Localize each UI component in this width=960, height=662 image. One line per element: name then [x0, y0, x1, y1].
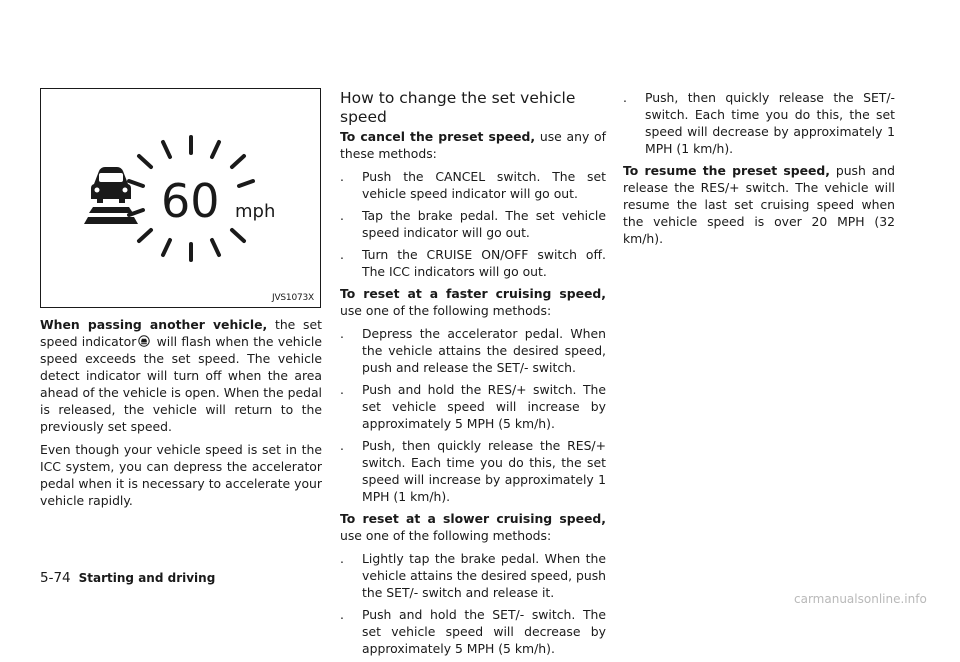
- cancel-intro: [340, 128, 606, 162]
- list-item: [340, 437, 606, 505]
- faster-intro: [340, 285, 606, 319]
- section-heading: How to change the set vehicle speed: [340, 89, 576, 126]
- cancel-lead: To cancel the preset speed,: [340, 129, 536, 144]
- accelerate-paragraph: Even though your vehicle speed is set in the ICC system, you can depress the accelerator pedal when it is necessary to accelerate your vehicle rapidly.: [40, 442, 322, 508]
- cancel-rest: use any of these methods:: [340, 129, 606, 161]
- column-3-body: [623, 89, 895, 253]
- bullet: .: [340, 247, 344, 262]
- flash-ray: [139, 230, 151, 241]
- list-item-text: Push and hold the RES/+ switch. The set vehicle speed will increase by approximately 5 MPH (5 km/h).: [362, 382, 606, 431]
- passing-text-a: the set speed indicator: [40, 317, 322, 349]
- flash-ray: [212, 142, 219, 157]
- list-item: [340, 606, 606, 657]
- speed-indicator-illustration: [41, 89, 322, 309]
- vehicle-speed-indicator-icon: [138, 335, 150, 347]
- flash-ray: [212, 240, 219, 255]
- list-item-text: Push the CANCEL switch. The set vehicle speed indicator will go out.: [362, 169, 606, 201]
- list-item: [340, 207, 606, 241]
- list-item: [340, 325, 606, 376]
- list-item-text: Tap the brake pedal. The set vehicle speed indicator will go out.: [362, 208, 606, 240]
- watermark: carmanualsonline.info: [794, 592, 927, 606]
- resume-paragraph: [623, 162, 895, 247]
- passing-text-b: will flash when the vehicle speed exceeds the set speed. The vehicle detect indicator will turn off when the area ahead of the vehicle is open. When the pedal is released, the vehicle will return to the previously set speed.: [40, 334, 322, 434]
- column-2-heading-wrap: [340, 89, 606, 133]
- bullet: .: [340, 169, 344, 184]
- speed-unit: mph: [235, 201, 276, 222]
- bullet: .: [340, 438, 344, 453]
- flash-ray: [139, 156, 151, 167]
- flash-ray: [163, 240, 170, 255]
- set-speed-value: 60: [161, 174, 220, 228]
- slower-intro: [340, 510, 606, 544]
- section-title: Starting and driving: [78, 571, 216, 585]
- slower-list-continued: [623, 89, 895, 157]
- list-item: [340, 168, 606, 202]
- slower-rest: use one of the following methods:: [340, 528, 552, 543]
- flash-ray: [232, 230, 244, 241]
- passing-lead: When passing another vehicle,: [40, 317, 268, 332]
- resume-lead: To resume the preset speed,: [623, 163, 831, 178]
- list-item-text: Depress the accelerator pedal. When the vehicle attains the desired speed, push and release the SET/- switch.: [362, 326, 606, 375]
- flash-ray: [239, 181, 253, 186]
- bullet: .: [340, 326, 344, 341]
- bullet: .: [340, 382, 344, 397]
- passing-paragraph: [40, 316, 322, 435]
- bullet: .: [340, 551, 344, 566]
- figure-id: JVS1073X: [272, 293, 314, 303]
- resume-rest: push and release the RES/+ switch. The vehicle will resume the last set cruising speed when the vehicle speed is over 20 MPH (32 km/h).: [623, 163, 896, 246]
- flash-ray: [232, 156, 244, 167]
- list-item-text: Push and hold the SET/- switch. The set vehicle speed will decrease by approximately 5 MPH (5 km/h).: [362, 607, 606, 656]
- list-item-text: Lightly tap the brake pedal. When the vehicle attains the desired speed, push the SET/- switch and release it.: [362, 551, 606, 600]
- list-item-text: Push, then quickly release the SET/- switch. Each time you do this, the set speed will decrease by approximately 1 MPH (1 km/h).: [645, 90, 895, 156]
- list-item: [623, 89, 895, 157]
- list-item: [340, 550, 606, 601]
- flash-ray: [129, 181, 143, 186]
- faster-rest: use one of the following methods:: [340, 303, 552, 318]
- page-number: 5-74: [40, 570, 71, 586]
- bullet: .: [623, 90, 627, 105]
- faster-list: [340, 325, 606, 505]
- cancel-list: [340, 168, 606, 280]
- page-footer: [40, 570, 215, 586]
- list-item-text: Turn the CRUISE ON/OFF switch off. The ICC indicators will go out.: [362, 247, 606, 279]
- list-item: [340, 381, 606, 432]
- list-item: [340, 246, 606, 280]
- bullet: .: [340, 607, 344, 622]
- list-item-text: Push, then quickly release the RES/+ switch. Each time you do this, the set speed will increase by approximately 1 MPH (1 km/h).: [362, 438, 606, 504]
- flash-ray: [163, 142, 170, 157]
- bullet: .: [340, 208, 344, 223]
- faster-lead: To reset at a faster cruising speed,: [340, 286, 606, 301]
- speed-indicator-figure: [40, 88, 321, 308]
- slower-lead: To reset at a slower cruising speed,: [340, 511, 606, 526]
- slower-list: [340, 550, 606, 657]
- column-2-body: [340, 128, 606, 662]
- column-1-text: [40, 316, 322, 515]
